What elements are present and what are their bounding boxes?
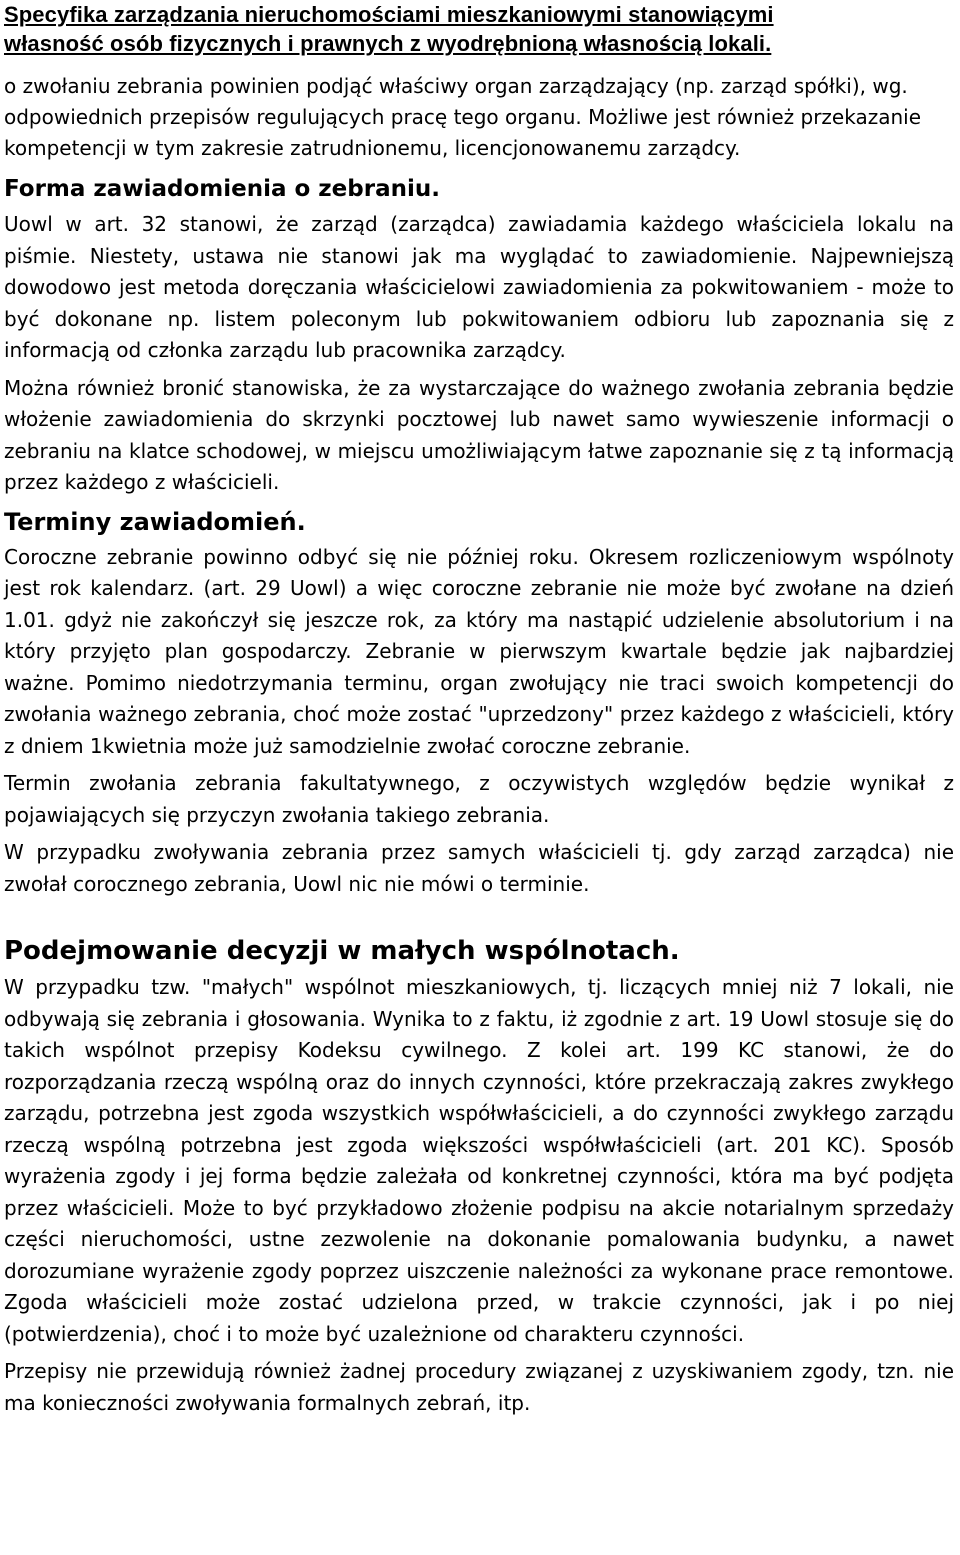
document-header [4,0,954,58]
paragraph-forma-1: Uowl w art. 32 stanowi, że zarząd (zarządca) zawiadamia każdego właściciela lokalu na piśmie. Niestety, ustawa nie stanowi jak ma wyglądać to zawiadomienie. Najpewniejszą dowodowo jest metoda doręczania właścicielowi zawiadomienia za pokwitowaniem - może to być dokonane np. listem poleconym lub pokwitowaniem odbioru lub zapoznania się z informacją od członka zarządu lub pracownika zarządcy. [4,212,954,362]
document-title-line-2: własność osób fizycznych i prawnych z wyodrębnioną własnością lokali. [4,31,772,56]
document-title-line-1: Specyfika zarządzania nieruchomościami mieszkaniowymi stanowiącymi [4,2,774,27]
paragraph-terminy-2: Termin zwołania zebrania fakultatywnego, z oczywistych względów będzie wynikał z pojawiających się przyczyn zwołania takiego zebrania. [4,771,954,827]
section-heading-decyzje: Podejmowanie decyzji w małych wspólnotach. [4,936,680,966]
paragraph-terminy-3: W przypadku zwoływania zebrania przez samych właścicieli tj. gdy zarząd zarządca) nie zwołał corocznego zebrania, Uowl nic nie mówi o terminie. [4,840,954,896]
paragraph-forma-2: Można również bronić stanowiska, że za wystarczające do ważnego zwołania zebrania będzie włożenie zawiadomienia do skrzynki pocztowej lub nawet samo wywieszenie informacji o zebraniu na klatce schodowej, w miejscu umożliwiającym łatwe zapoznanie się z tą informacją przez każdego z właścicieli. [4,375,954,494]
intro-paragraph: o zwołaniu zebrania powinien podjąć właściwy organ zarządzający (np. zarząd spółki), wg. odpowiednich przepisów regulujących pracę tego organu. Możliwe jest również przekazanie kompetencji w tym zakresie zatrudnionemu, licencjonowanemu zarządcy. [4,74,922,160]
section-heading-terminy: Terminy zawiadomień. [4,507,306,536]
paragraph-decyzje-2: Przepisy nie przewidują również żadnej procedury związanej z uzyskiwaniem zgody, tzn. nie ma konieczności zwoływania formalnych zebrań, itp. [4,1359,954,1415]
paragraph-terminy-1: Coroczne zebranie powinno odbyć się nie później roku. Okresem rozliczeniowym wspólnoty jest rok kalendarz. (art. 29 Uowl) a więc coroczne zebranie nie może być zwołane na dzień 1.01. gdyż nie zakończył się jeszcze rok, za który ma nastąpić udzielenie absolutorium i na który przyjęto plan gospodarczy. Zebranie w pierwszym kwartale będzie jak najbardziej ważne. Pomimo niedotrzymania terminu, organ zwołujący nie traci swoich kompetencji do zwołania ważnego zebrania, choć może zostać "uprzedzony" przez każdego z właścicieli, który z dniem 1kwietnia może już samodzielnie zwołać coroczne zebranie. [4,544,954,758]
section-heading-forma: Forma zawiadomienia o zebraniu. [4,176,440,202]
paragraph-decyzje-1: W przypadku tzw. "małych" wspólnot mieszkaniowych, tj. liczących mniej niż 7 lokali, nie odbywają się zebrania i głosowania. Wynika to z faktu, iż zgodnie z art. 19 Uowl stosuje się do takich wspólnot przepisy Kodeksu cywilnego. Z kolei art. 199 KC stanowi, że do rozporządzania rzeczą wspólną oraz do innych czynności, które przekraczają zakres zwykłego zarządu, potrzebna jest zgoda wszystkich współwłaścicieli, a do czynności zwykłego zarządu rzeczą wspólną potrzebna jest zgoda większości współwłaścicieli (art. 201 KC). Sposób wyrażenia zgody i jej forma będzie zależała od konkretnej czynności, która ma być podjęta przez właścicieli. Może to być przykładowo złożenie podpisu na akcie notarialnym sprzedaży części nieruchomości, ustne zezwolenie na dokonanie pomalowania budynku, a nawet dorozumiane wyrażenie zgody poprzez uiszczenie należności za wykonane prace remontowe. Zgoda właścicieli może zostać udzielona przed, w trakcie czynności, jak i po niej (potwierdzenia), choć i to może być uzależnione od charakteru czynności. [4,975,954,1346]
